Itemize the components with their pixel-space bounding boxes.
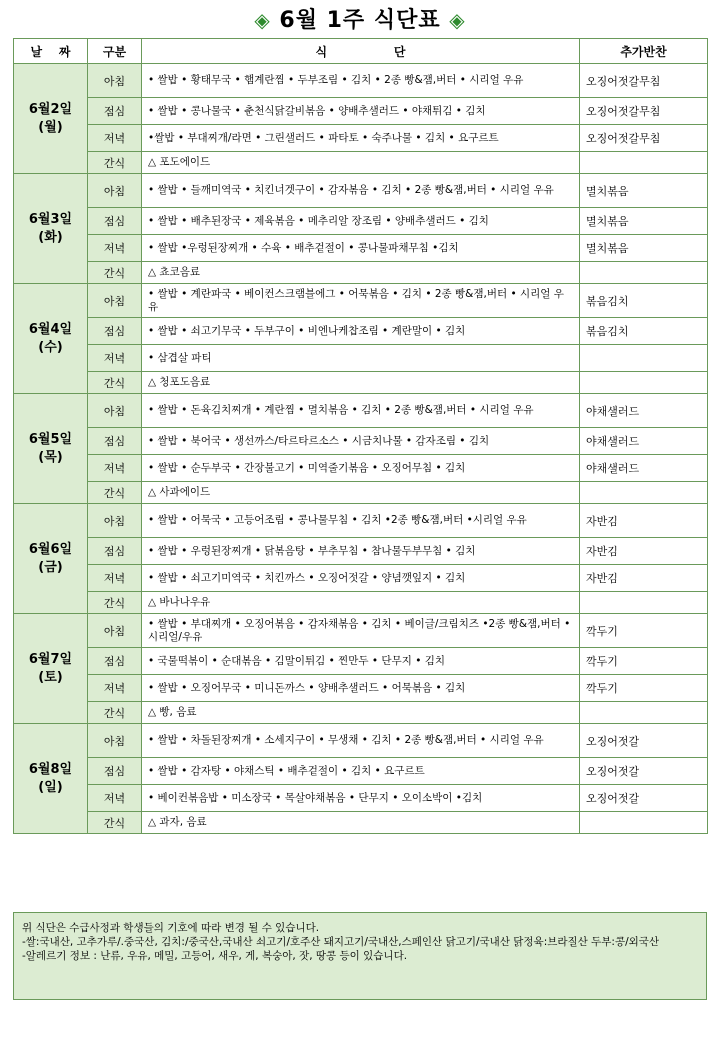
- date-cell: [14, 174, 88, 284]
- header-extra: 추가반찬: [580, 39, 708, 64]
- menu-items: • 쌀밥 • 차돌된장찌개 • 소세지구이 • 무생채 • 김치 • 2종 빵&잼,버터 • 시리얼 우유: [142, 724, 580, 758]
- menu-items: △ 쵸코음료: [142, 262, 580, 284]
- weekday-label: (월): [38, 119, 63, 135]
- table-row: [14, 702, 708, 724]
- menu-items: • 쌀밥 • 쇠고기무국 • 두부구이 • 비엔나케찹조림 • 계란말이 • 김치: [142, 318, 580, 345]
- extra-side-dish: 오징어젓갈무침: [580, 64, 708, 98]
- extra-side-dish: 오징어젓갈: [580, 724, 708, 758]
- table-row: [14, 504, 708, 538]
- extra-side-dish: 깍두기: [580, 675, 708, 702]
- date-label: 6월6일: [28, 541, 73, 557]
- menu-items: • 삼겹살 파티: [142, 345, 580, 372]
- extra-side-dish: 자반김: [580, 565, 708, 592]
- meal-type: 아침: [88, 394, 142, 428]
- header-date: 날 짜: [14, 39, 88, 64]
- menu-items: • 국물떡볶이 • 순대볶음 • 김말이튀김 • 찐만두 • 단무지 • 김치: [142, 648, 580, 675]
- table-row: [14, 394, 708, 428]
- note-line: -쌀:국내산, 고추가루/.중국산, 김치:/중국산,국내산 쇠고기/호주산 돼지고기/국내산,스페인산 닭고기/국내산 닭정육:브라질산 두부:콩/외국산: [22, 936, 660, 948]
- table-row: [14, 648, 708, 675]
- date-cell: [14, 394, 88, 504]
- weekday-label: (금): [38, 559, 63, 575]
- meal-type: 아침: [88, 174, 142, 208]
- title-text: 6월 1주 식단표: [279, 8, 441, 33]
- meal-type: 간식: [88, 372, 142, 394]
- meal-type: 점심: [88, 538, 142, 565]
- diamond-icon: ◈: [254, 8, 271, 32]
- table-row: [14, 758, 708, 785]
- meal-type: 저녁: [88, 565, 142, 592]
- meal-type: 저녁: [88, 785, 142, 812]
- menu-items: • 쌀밥 • 돈육김치찌개 • 계란찜 • 멸치볶음 • 김치 • 2종 빵&잼,버터 • 시리얼 우유: [142, 394, 580, 428]
- table-row: [14, 565, 708, 592]
- menu-items: • 쌀밥 • 우렁된장찌개 • 닭볶음탕 • 부추무침 • 참나물두부무침 • 김치: [142, 538, 580, 565]
- table-row: [14, 614, 708, 648]
- meal-type: 간식: [88, 812, 142, 834]
- extra-side-dish: 볶음김치: [580, 318, 708, 345]
- meal-type: 점심: [88, 208, 142, 235]
- weekday-label: (화): [38, 229, 63, 245]
- meal-type: 점심: [88, 428, 142, 455]
- meal-type: 아침: [88, 284, 142, 318]
- extra-side-dish: [580, 262, 708, 284]
- date-label: 6월4일: [28, 321, 73, 337]
- extra-side-dish: 멸치볶음: [580, 235, 708, 262]
- weekday-label: (목): [38, 449, 63, 465]
- table-row: [14, 152, 708, 174]
- menu-items: △ 바나나우유: [142, 592, 580, 614]
- menu-items: • 쌀밥 • 어묵국 • 고등어조림 • 콩나물무침 • 김치 •2종 빵&잼,버터 •시리얼 우유: [142, 504, 580, 538]
- date-label: 6월7일: [28, 651, 73, 667]
- menu-items: △ 포도에이드: [142, 152, 580, 174]
- menu-items: △ 빵, 음료: [142, 702, 580, 724]
- menu-items: • 쌀밥 •우렁된장찌개 • 수육 • 배추겉절이 • 콩나물파채무침 •김치: [142, 235, 580, 262]
- meal-type: 저녁: [88, 455, 142, 482]
- meal-type: 점심: [88, 318, 142, 345]
- meal-type: 점심: [88, 758, 142, 785]
- extra-side-dish: 야채샐러드: [580, 394, 708, 428]
- meal-type: 저녁: [88, 125, 142, 152]
- meal-type: 아침: [88, 724, 142, 758]
- table-row: [14, 318, 708, 345]
- menu-items: • 베이컨볶음밥 • 미소장국 • 목살야채볶음 • 단무지 • 오이소박이 •김치: [142, 785, 580, 812]
- table-row: [14, 538, 708, 565]
- header-menu: 식 단: [142, 39, 580, 64]
- table-row: [14, 785, 708, 812]
- date-cell: [14, 614, 88, 724]
- table-row: [14, 675, 708, 702]
- extra-side-dish: 깍두기: [580, 648, 708, 675]
- meal-type: 아침: [88, 504, 142, 538]
- date-label: 6월2일: [28, 101, 73, 117]
- table-row: [14, 284, 708, 318]
- date-label: 6월8일: [28, 761, 73, 777]
- menu-items: • 쌀밥 • 순두부국 • 간장불고기 • 미역줄기볶음 • 오징어무침 • 김치: [142, 455, 580, 482]
- extra-side-dish: [580, 372, 708, 394]
- extra-side-dish: 멸치볶음: [580, 208, 708, 235]
- table-row: [14, 98, 708, 125]
- extra-side-dish: [580, 482, 708, 504]
- table-row: [14, 125, 708, 152]
- table-row: [14, 812, 708, 834]
- extra-side-dish: 오징어젓갈무침: [580, 98, 708, 125]
- table-row: [14, 208, 708, 235]
- menu-items: • 쌀밥 • 황태무국 • 햄계란찜 • 두부조림 • 김치 • 2종 빵&잼,버터 • 시리얼 우유: [142, 64, 580, 98]
- meal-type: 간식: [88, 152, 142, 174]
- menu-items: • 쌀밥 • 북어국 • 생선까스/타르타르소스 • 시금치나물 • 감자조림 • 김치: [142, 428, 580, 455]
- meal-type: 점심: [88, 98, 142, 125]
- menu-items: △ 청포도음료: [142, 372, 580, 394]
- meal-type: 저녁: [88, 675, 142, 702]
- header-type: 구분: [88, 39, 142, 64]
- table-row: [14, 455, 708, 482]
- menu-items: • 쌀밥 • 배추된장국 • 제육볶음 • 메추리알 장조림 • 양배추샐러드 • 김치: [142, 208, 580, 235]
- extra-side-dish: [580, 592, 708, 614]
- extra-side-dish: [580, 702, 708, 724]
- table-row: [14, 724, 708, 758]
- extra-side-dish: 자반김: [580, 538, 708, 565]
- extra-side-dish: 오징어젓갈무침: [580, 125, 708, 152]
- meal-type: 아침: [88, 614, 142, 648]
- note-line: -알레르기 정보 : 난류, 우유, 메밀, 고등어, 새우, 게, 복숭아, 잣, 땅콩 등이 있습니다.: [22, 950, 408, 962]
- menu-items: △ 과자, 음료: [142, 812, 580, 834]
- extra-side-dish: 오징어젓갈: [580, 785, 708, 812]
- extra-side-dish: 야채샐러드: [580, 455, 708, 482]
- date-label: 6월5일: [28, 431, 73, 447]
- meal-type: 간식: [88, 482, 142, 504]
- meal-type: 점심: [88, 648, 142, 675]
- extra-side-dish: 멸치볶음: [580, 174, 708, 208]
- meal-type: 저녁: [88, 235, 142, 262]
- meal-type: 간식: [88, 262, 142, 284]
- weekday-label: (일): [38, 779, 63, 795]
- notes-box: [13, 912, 707, 1000]
- table-row: [14, 345, 708, 372]
- note-line: 위 식단은 수급사정과 학생들의 기호에 따라 변경 될 수 있습니다.: [22, 922, 320, 934]
- extra-side-dish: [580, 345, 708, 372]
- weekday-label: (토): [38, 669, 63, 685]
- menu-items: • 쌀밥 • 부대찌개 • 오징어볶음 • 감자채볶음 • 김치 • 베이글/크림치즈 •2종 빵&잼,버터 •시리얼/우유: [142, 614, 580, 648]
- menu-items: • 쌀밥 • 쇠고기미역국 • 치킨까스 • 오징어젓갈 • 양념깻잎지 • 김치: [142, 565, 580, 592]
- weekday-label: (수): [38, 339, 63, 355]
- table-row: [14, 262, 708, 284]
- extra-side-dish: 자반김: [580, 504, 708, 538]
- table-row: [14, 592, 708, 614]
- meal-type: 저녁: [88, 345, 142, 372]
- menu-items: • 쌀밥 • 계란파국 • 베이컨스크램블에그 • 어묵볶음 • 김치 • 2종 빵&잼,버터 • 시리얼 우유: [142, 284, 580, 318]
- table-row: [14, 235, 708, 262]
- menu-items: • 쌀밥 • 콩나물국 • 춘천식닭갈비볶음 • 양배추샐러드 • 야채튀김 • 김치: [142, 98, 580, 125]
- table-row: [14, 372, 708, 394]
- menu-items: •쌀밥 • 부대찌개/라면 • 그린샐러드 • 파타토 • 숙주나물 • 김치 • 요구르트: [142, 125, 580, 152]
- menu-items: • 쌀밥 • 오징어무국 • 미니돈까스 • 양배추샐러드 • 어묵볶음 • 김치: [142, 675, 580, 702]
- extra-side-dish: 볶음김치: [580, 284, 708, 318]
- page-title: [0, 5, 720, 36]
- date-cell: [14, 504, 88, 614]
- date-cell: [14, 64, 88, 174]
- meal-type: 아침: [88, 64, 142, 98]
- table-row: [14, 64, 708, 98]
- extra-side-dish: 야채샐러드: [580, 428, 708, 455]
- table-row: [14, 482, 708, 504]
- extra-side-dish: [580, 812, 708, 834]
- extra-side-dish: [580, 152, 708, 174]
- menu-items: • 쌀밥 • 감자탕 • 야채스틱 • 배추겉절이 • 김치 • 요구르트: [142, 758, 580, 785]
- meal-type: 간식: [88, 592, 142, 614]
- date-cell: [14, 724, 88, 834]
- table-row: [14, 174, 708, 208]
- extra-side-dish: 오징어젓갈: [580, 758, 708, 785]
- date-label: 6월3일: [28, 211, 73, 227]
- menu-items: △ 사과에이드: [142, 482, 580, 504]
- diamond-icon: ◈: [449, 8, 466, 32]
- meal-table: [13, 38, 708, 834]
- extra-side-dish: 깍두기: [580, 614, 708, 648]
- table-row: [14, 428, 708, 455]
- date-cell: [14, 284, 88, 394]
- menu-items: • 쌀밥 • 들깨미역국 • 치킨너겟구이 • 감자볶음 • 김치 • 2종 빵&잼,버터 • 시리얼 우유: [142, 174, 580, 208]
- meal-type: 간식: [88, 702, 142, 724]
